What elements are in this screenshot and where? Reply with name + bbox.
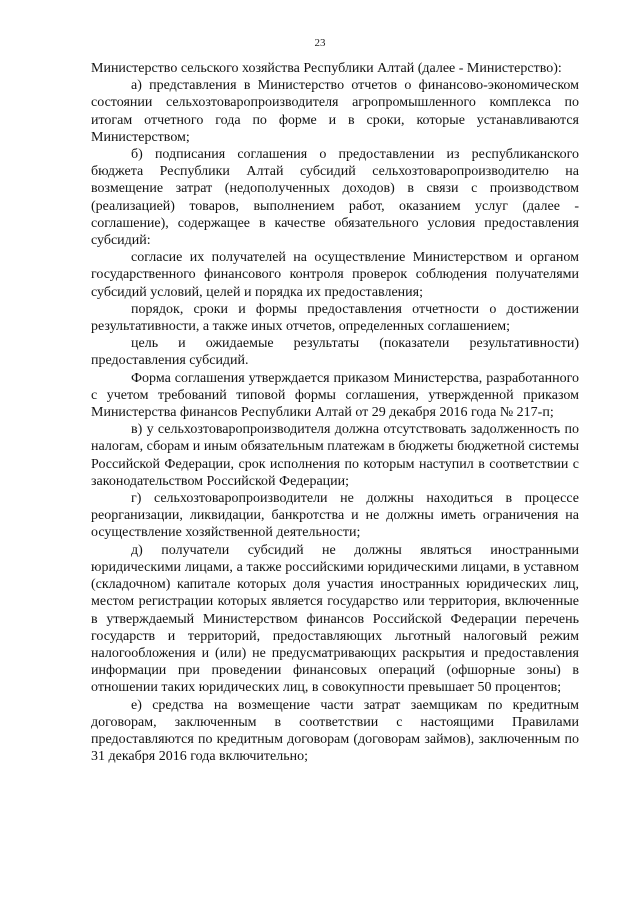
paragraph: в) у сельхозтоваропроизводителя должна отсутствовать задолженность по налогам, сборам и иным обязательным платежам в бюджеты бюджетной системы Российской Федерации, срок исполнения по которым наступил в соответствии с законодательством Российской Федерации; (91, 422, 579, 489)
paragraph: согласие их получателей на осуществление Министерством и органом государственного финансового контроля проверок соблюдения получателями субсидий условий, целей и порядка их предоставления; (91, 250, 579, 300)
paragraph: цель и ожидаемые результаты (показатели результативности) предоставления субсидий. (91, 336, 579, 369)
document-body (91, 60, 579, 765)
paragraph: а) представления в Министерство отчетов о финансово-экономическом состоянии сельхозтоваропроизводителя агропромышленного комплекса по итогам отчетного года по форме и в сроки, которые устанавливаются Министерством; (91, 78, 579, 145)
paragraph: порядок, сроки и формы предоставления отчетности о достижении результативности, а также иных отчетов, определенных соглашением; (91, 301, 579, 335)
paragraph: Министерство сельского хозяйства Республики Алтай (далее - Министерство): (91, 61, 562, 76)
paragraph: е) средства на возмещение части затрат заемщикам по кредитным договорам, заключенным в соответствии с настоящими Правилами предоставляются по кредитным договорам (договорам займов), заключенным по 31 декабря 2016 года включительно; (91, 697, 579, 765)
paragraph: Форма соглашения утверждается приказом Министерства, разработанного с учетом требований типовой формы соглашения, утвержденной приказом Министерства финансов Республики Алтай от 29 декабря 2016 года № 217-п; (91, 370, 579, 421)
paragraph: д) получатели субсидий не должны являться иностранными юридическими лицами, а также российскими юридическими лицами, в уставном (складочном) капитале которых доля участия иностранных юридических лиц, местом регистрации которых является государство или территория, включенные в утверждаемый Министерством финансов Российской Федерации перечень государств и территорий, предоставляющих льготный налоговый режим налогообложения и (или) не предусматривающих раскрытия и предоставления информации при проведении финансовых операций (офшорные зоны) в отношении таких юридических лиц, в совокупности превышает 50 процентов; (91, 542, 579, 696)
paragraph: б) подписания соглашения о предоставлении из республиканского бюджета Республики Алтай субсидий сельхозтоваропроизводителю на возмещение затрат (недополученных доходов) в связи с производством (реализацией) товаров, выполнением работ, оказанием услуг (далее - соглашение), содержащее в качестве обязательного условия предоставления субсидий: (91, 147, 579, 249)
paragraph: г) сельхозтоваропроизводители не должны находиться в процессе реорганизации, ликвидации, банкротства и не должны иметь ограничения на осуществление хозяйственной деятельности; (91, 491, 579, 541)
page-number: 23 (314, 37, 326, 49)
